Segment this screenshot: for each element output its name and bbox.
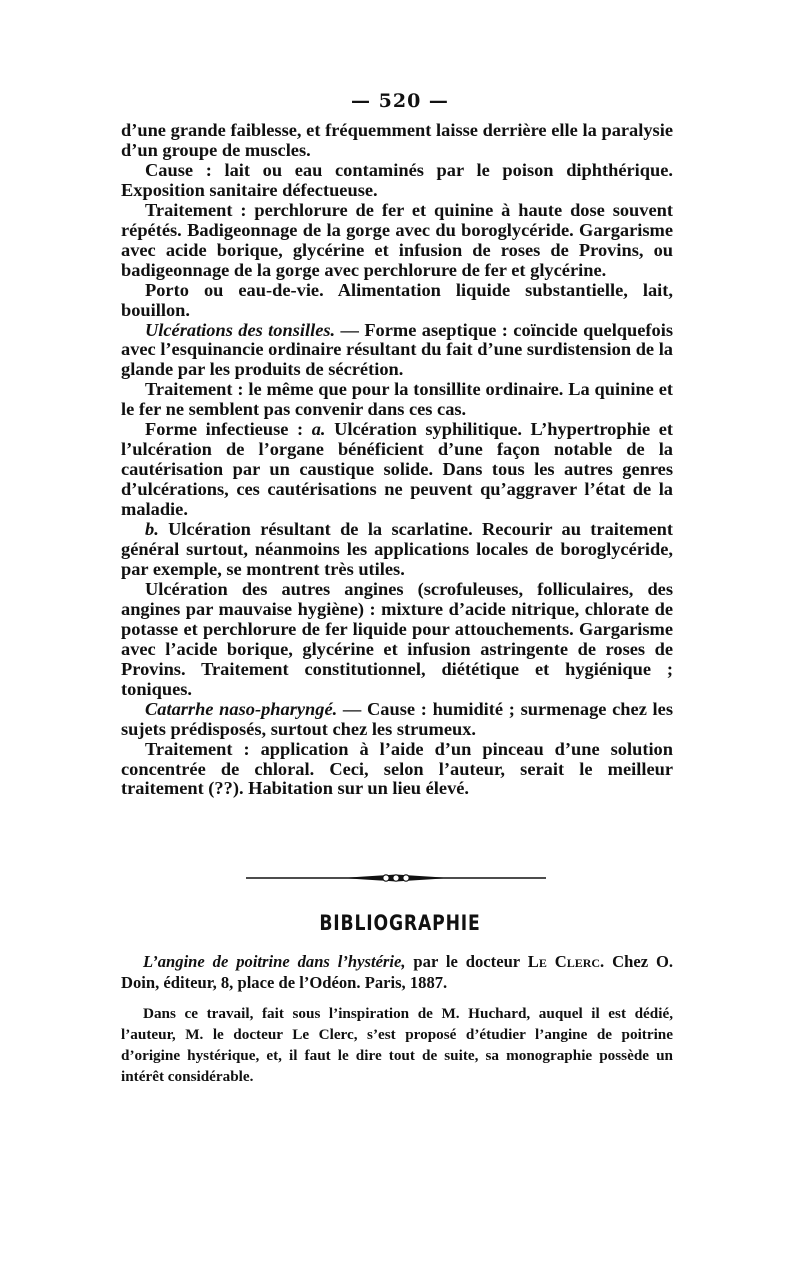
ornamental-divider: [246, 872, 546, 884]
paragraph: [121, 520, 673, 580]
paragraph: Cause : lait ou eau contaminés par le poison diphthérique. Exposition sanitaire défectueuse.: [121, 159, 673, 200]
page-number: — 520 —: [351, 90, 449, 112]
paragraph: Traitement : le même que pour la tonsillite ordinaire. La quinine et le fer ne semblent pas convenir dans ces cas.: [121, 379, 673, 420]
paragraph-text: Ulcération syphilitique. L’hypertrophie et l’ulcération de l’organe bénéficient d’une façon notable de la cautérisation par un caustique solide. Dans tous les autres genres d’ulcérations, ces cautérisations ne peuvent qu’aggraver l’état de la maladie.: [121, 419, 673, 520]
bibliography-reference: [121, 951, 673, 993]
reference-author: Le Clerc.: [527, 952, 605, 971]
paragraph: [121, 321, 673, 381]
list-letter: b.: [145, 519, 159, 540]
reference-text: par le docteur: [405, 952, 528, 971]
review-text: Dans ce travail, fait sous l’inspiration de M. Huchard, auquel il est dédié, l’auteur, M. le docteur Le Clerc, s’est proposé d’étudier l’angine de poitrine d’origine hystérique, et, il faut le dire tout de suite, sa monographie possède un intérêt considérable.: [121, 1005, 673, 1085]
paragraph-text: — Cause : humidité ; surmenage chez les sujets prédisposés, surtout chez les strumeux.: [121, 698, 673, 739]
paragraph-text: — Forme aseptique : coïncide quelquefois avec l’esquinancie ordinaire résultant du fait d’une surdistension de la glande par les produits de sécrétion.: [121, 319, 674, 380]
section-title: Ulcérations des tonsilles.: [145, 319, 336, 340]
main-text: [121, 121, 673, 799]
bibliography-heading: BIBLIOGRAPHIE: [319, 911, 481, 935]
paragraph: d’une grande faiblesse, et fréquemment laisse derrière elle la paralysie d’un groupe de muscles.: [121, 120, 673, 160]
reference-publisher: Chez O. Doin, éditeur, 8, place de l’Odéon. Paris, 1887.: [121, 952, 674, 992]
list-letter: a.: [311, 419, 326, 440]
section-title: Catarrhe naso-pharyngé.: [145, 698, 338, 719]
paragraph: Porto ou eau-de-vie. Alimentation liquide substantielle, lait, bouillon.: [121, 279, 673, 320]
paragraph: [121, 420, 673, 520]
paragraph-text: Ulcération résultant de la scarlatine. Recourir au traitement général surtout, néanmoins les applications locales de boroglycéride, par exemple, se montrent très utiles.: [121, 519, 673, 579]
reference-title: L’angine de poitrine dans l’hystérie,: [143, 952, 406, 971]
paragraph-lead: Forme infectieuse :: [145, 419, 312, 440]
paragraph: Traitement : application à l’aide d’un pinceau d’une solution concentrée de chloral. Ceci, selon l’auteur, serait le meilleur traitement (??). Habitation sur un lieu élevé.: [121, 738, 673, 799]
paragraph: [121, 700, 673, 740]
paragraph: Ulcération des autres angines (scrofuleuses, folliculaires, des angines par mauvaise hygiène) : mixture d’acide nitrique, chlorate de potasse et perchlorure de fer liquide pour attouchements. Gargarisme avec l’acide borique, glycérine et infusion astringente de roses de Provins. Traitement constitutionnel, diététique et hygiénique ; toniques.: [121, 578, 673, 699]
paragraph: Traitement : perchlorure de fer et quinine à haute dose souvent répétés. Badigeonnage de la gorge avec du boroglycéride. Gargarisme avec acide borique, glycérine et infusion de roses de Provins, ou badigeonnage de la gorge avec perchlorure de fer et glycérine.: [121, 199, 673, 280]
bibliography-section: [121, 951, 673, 1087]
